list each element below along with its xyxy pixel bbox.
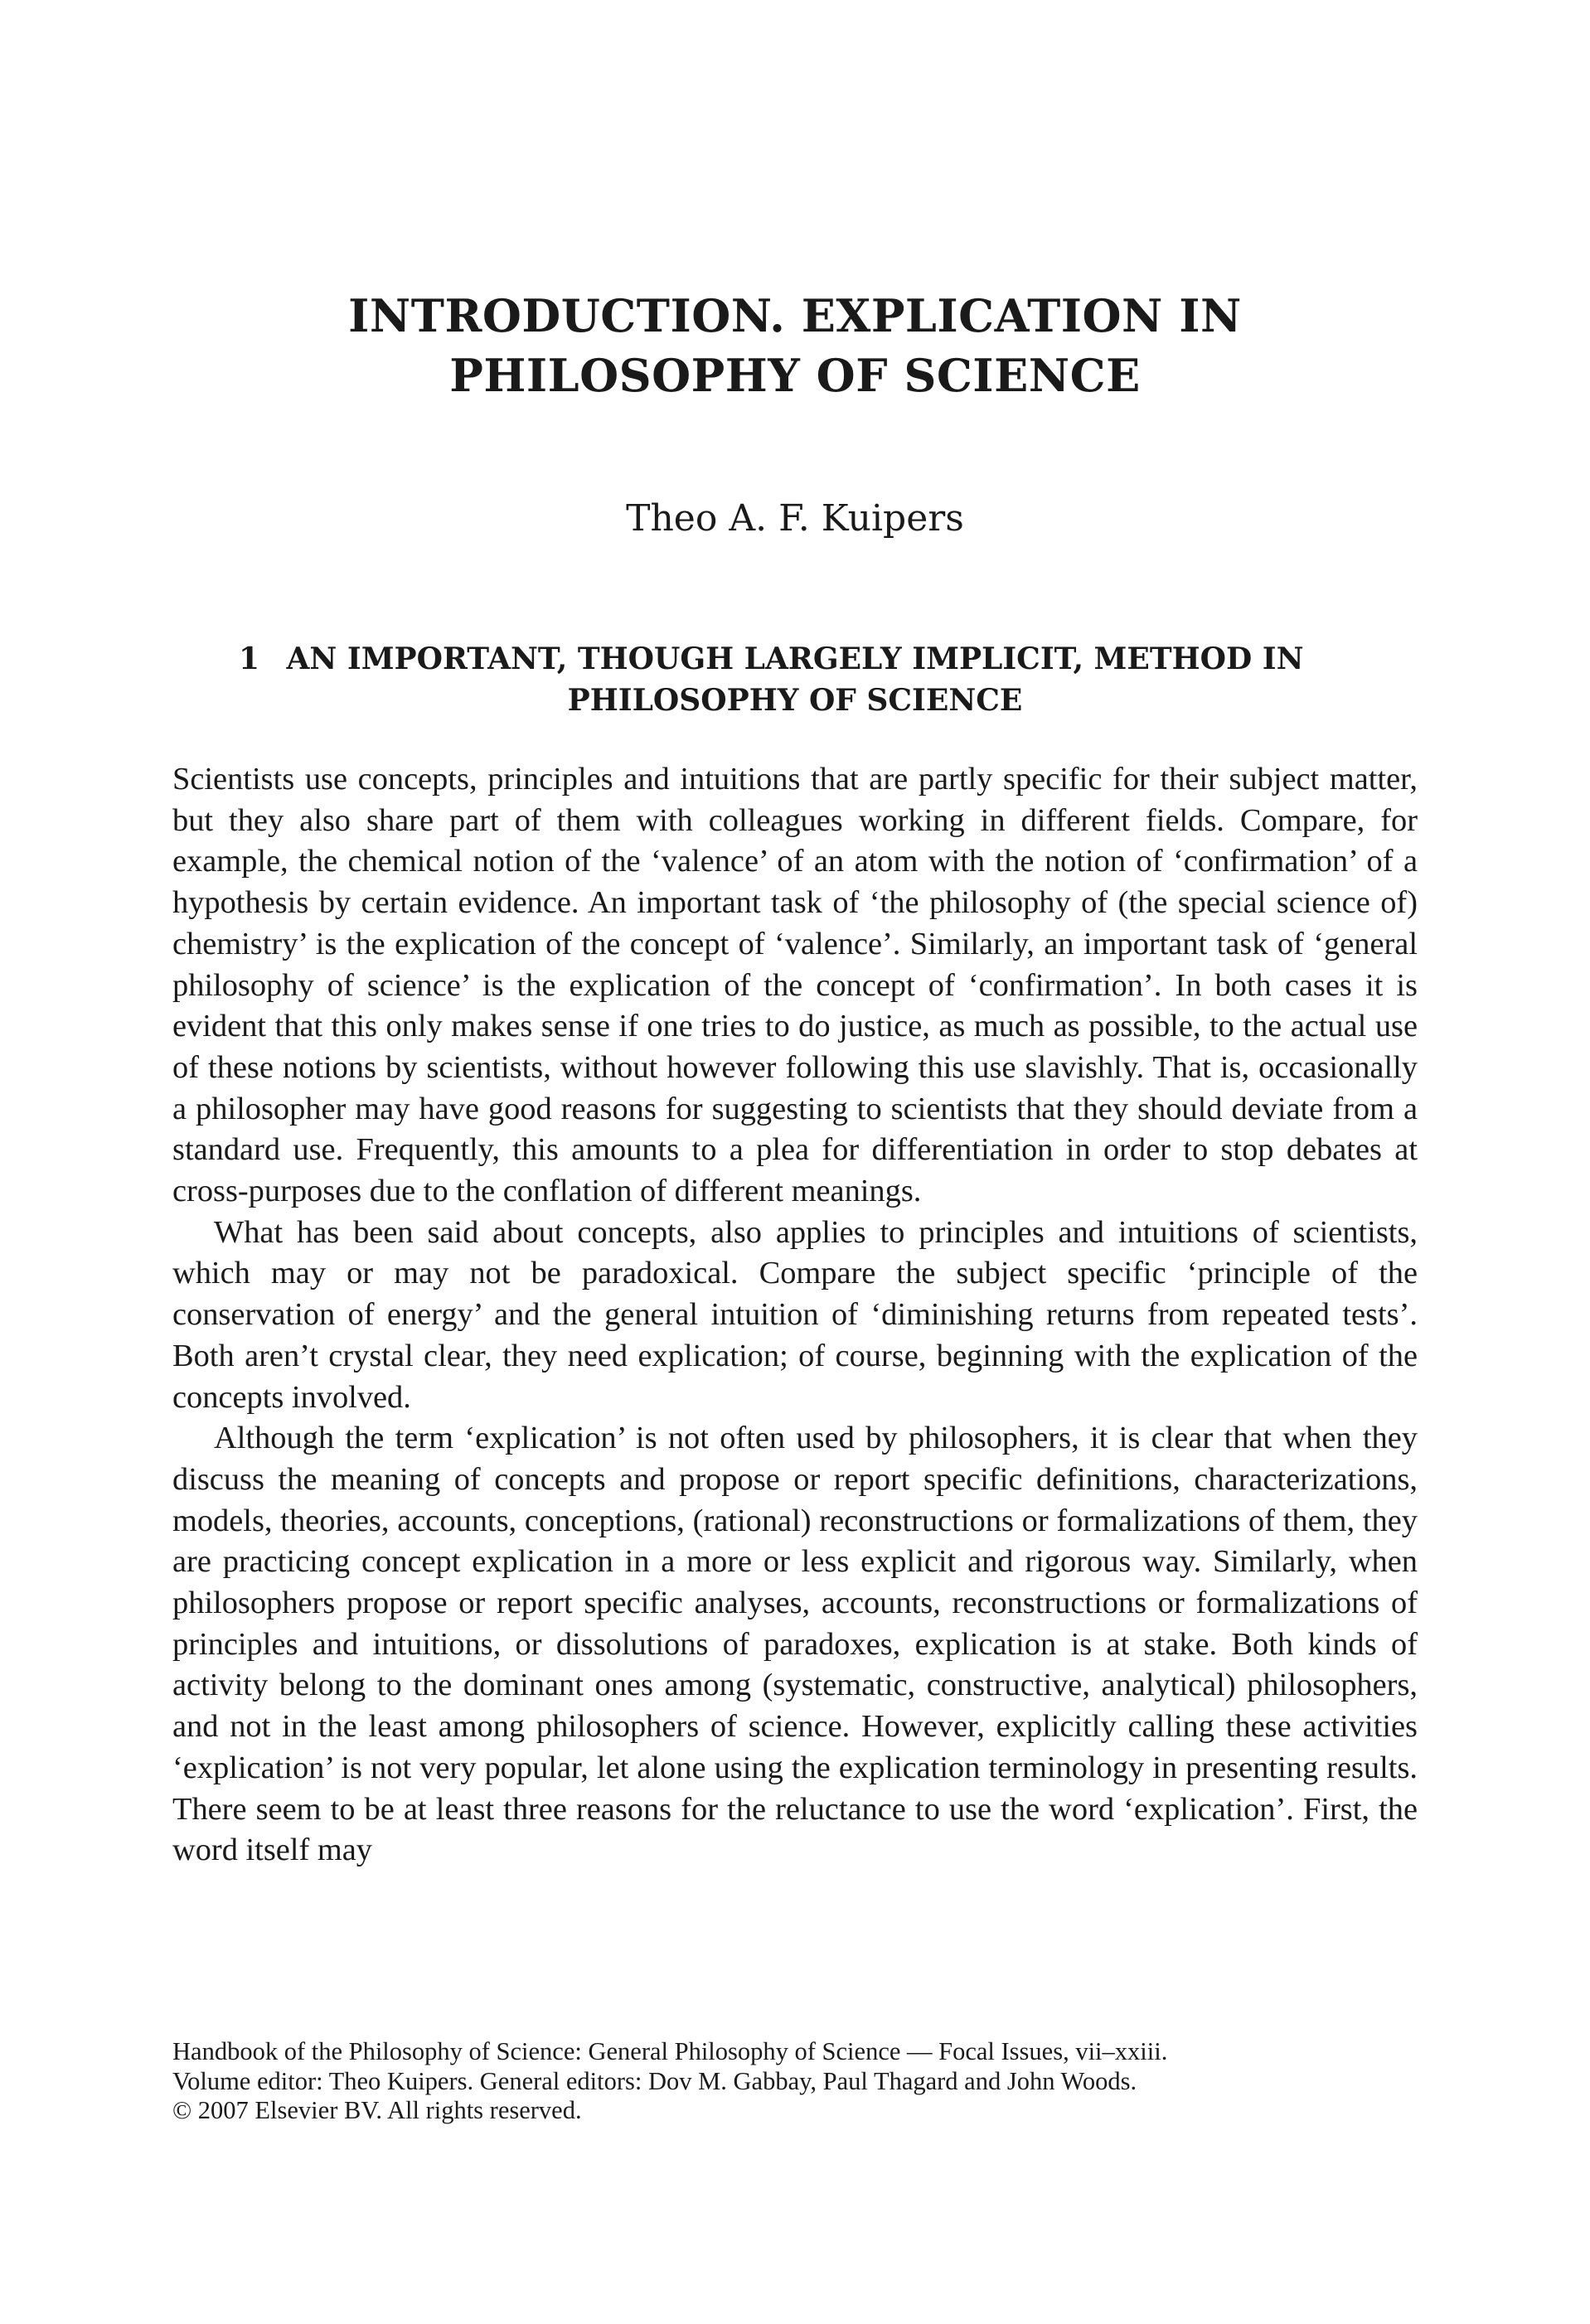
section-heading-line-2: PHILOSOPHY OF SCIENCE <box>567 683 1023 718</box>
chapter-title-line-1: INTRODUCTION. EXPLICATION IN <box>348 289 1242 342</box>
section-heading-line-1: AN IMPORTANT, THOUGH LARGELY IMPLICIT, METHOD IN <box>286 642 1304 676</box>
publication-footnote <box>172 2037 1418 2126</box>
section-number: 1 <box>239 642 260 676</box>
paragraph-2: What has been said about concepts, also applies to principles and intuitions of scientists, which may or may not be paradoxical. Compare the subject specific ‘principle of the conservation of energy’ and the general intuition of ‘diminishing returns from repeated tests’. Both aren’t crystal clear, they need explication; of course, beginning with the explication of the concepts involved. <box>172 1214 1418 1415</box>
section-heading <box>166 638 1424 721</box>
footnote-line-2: Volume editor: Theo Kuipers. General editors: Dov M. Gabbay, Paul Thagard and John Woods. <box>172 2066 1137 2095</box>
chapter-title-line-2: PHILOSOPHY OF SCIENCE <box>449 349 1141 402</box>
paragraph-3: Although the term ‘explication’ is not often used by philosophers, it is clear that when they discuss the meaning of concepts and propose or report specific definitions, characterizations, models, theories, accounts, conceptions, (rational) reconstructions or formalizations of them, they are practicing concept explication in a more or less explicit and rigorous way. Similarly, when philosophers propose or report specific analyses, accounts, reconstructions or formalizations of principles and intuitions, or dissolutions of paradoxes, explication is at stake. Both kinds of activity belong to the dominant ones among (systematic, constructive, analytical) philosophers, and not in the least among philosophers of science. However, explicitly calling these activities ‘explication’ is not very popular, let alone using the explication terminology in presenting results. There seem to be at least three reasons for the reluctance to use the word ‘explication’. First, the word itself may <box>172 1421 1418 1868</box>
footnote-line-1: Handbook of the Philosophy of Science: General Philosophy of Science — Focal Issues, vii–xxiii. <box>172 2037 1168 2065</box>
chapter-title <box>0 286 1590 405</box>
author-name: Theo A. F. Kuipers <box>626 497 964 540</box>
footnote-line-3: © 2007 Elsevier BV. All rights reserved. <box>172 2096 582 2124</box>
body-text <box>172 759 1418 1871</box>
paragraph-1: Scientists use concepts, principles and intuitions that are partly specific for their subject matter, but they also share part of them with colleagues working in different fields. Compare, for example, the chemical notion of the ‘valence’ of an atom with the notion of ‘confirmation’ of a hypothesis by certain evidence. An important task of ‘the philosophy of (the special science of) chemistry’ is the explication of the concept of ‘valence’. Similarly, an important task of ‘general philosophy of science’ is the explication of the concept of ‘confirmation’. In both cases it is evident that this only makes sense if one tries to do justice, as much as possible, to the actual use of these notions by scientists, without however following this use slavishly. That is, occasionally a philosopher may have good reasons for suggesting to scientists that they should deviate from a standard use. Frequently, this amounts to a plea for differentiation in order to stop debates at cross-purposes due to the conflation of different meanings. <box>172 762 1418 1209</box>
